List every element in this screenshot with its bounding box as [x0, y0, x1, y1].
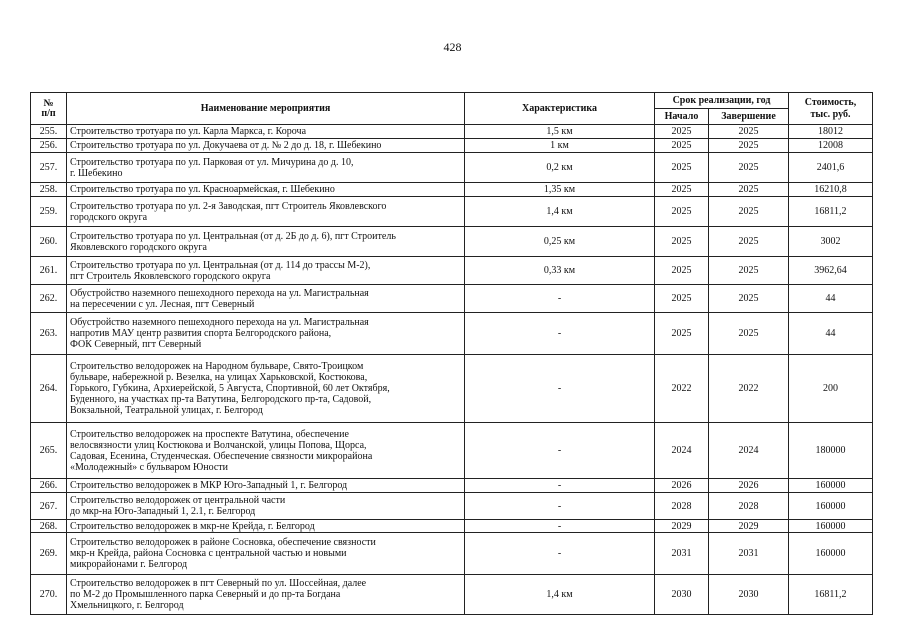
header-period: Срок реализации, год [655, 93, 789, 109]
header-start: Начало [655, 109, 709, 125]
measures-table [30, 92, 873, 615]
table-row [31, 197, 873, 227]
row-name: Строительство велодорожек в районе Сосновка, обеспечение связности мкр-н Крейда, района Сосновка с центральной частью и новыми микрорайонами г. Белгород [67, 533, 465, 575]
row-name: Строительство тротуара по ул. Красноармейская, г. Шебекино [67, 183, 465, 197]
row-name: Обустройство наземного пешеходного перехода на ул. Магистральная напротив МАУ центр развития спорта Белгородского района, ФОК Северный, пгт Северный [67, 313, 465, 355]
row-characteristic: 1 км [465, 139, 655, 153]
row-start-year: 2025 [655, 313, 709, 355]
row-name: Обустройство наземного пешеходного перехода на ул. Магистральная на пересечении с ул. Лесная, пгт Северный [67, 285, 465, 313]
header-end: Завершение [709, 109, 789, 125]
row-end-year: 2025 [709, 257, 789, 285]
row-end-year: 2025 [709, 125, 789, 139]
table-row [31, 520, 873, 533]
row-characteristic: - [465, 493, 655, 520]
row-cost: 44 [789, 285, 873, 313]
row-cost: 180000 [789, 423, 873, 479]
table-row [31, 533, 873, 575]
table-row [31, 153, 873, 183]
row-cost: 200 [789, 355, 873, 423]
row-number: 260. [31, 227, 67, 257]
row-characteristic: - [465, 533, 655, 575]
row-name: Строительство велодорожек от центральной части до мкр-на Юго-Западный 1, 2.1, г. Белгород [67, 493, 465, 520]
row-characteristic: 1,5 км [465, 125, 655, 139]
row-cost: 3002 [789, 227, 873, 257]
row-cost: 16210,8 [789, 183, 873, 197]
table-row [31, 423, 873, 479]
row-end-year: 2025 [709, 227, 789, 257]
row-characteristic: 1,35 км [465, 183, 655, 197]
row-cost: 16811,2 [789, 197, 873, 227]
row-number: 262. [31, 285, 67, 313]
row-cost: 160000 [789, 533, 873, 575]
row-number: 255. [31, 125, 67, 139]
row-end-year: 2024 [709, 423, 789, 479]
row-number: 268. [31, 520, 67, 533]
row-cost: 3962,64 [789, 257, 873, 285]
row-name: Строительство велодорожек в мкр-не Крейда, г. Белгород [67, 520, 465, 533]
row-characteristic: - [465, 355, 655, 423]
row-name: Строительство тротуара по ул. Карла Маркса, г. Короча [67, 125, 465, 139]
row-name: Строительство тротуара по ул. Центральная (от д. 114 до трассы М-2), пгт Строитель Яковлевского городского округа [67, 257, 465, 285]
row-start-year: 2029 [655, 520, 709, 533]
row-name: Строительство велодорожек на Народном бульваре, Свято-Троицком бульваре, набережной р. Везелка, на улицах Харьковской, Костюкова, Горького, Губкина, Архиерейской, 5 Августа, Спортивной, 60 лет Октября, Буденного, на участках пр-та Ватутина, Белгородского пр-та, Садовой, Вокзальной, Театральной улицах, г. Белгород [67, 355, 465, 423]
table-row [31, 125, 873, 139]
row-end-year: 2025 [709, 313, 789, 355]
row-cost: 160000 [789, 493, 873, 520]
table-row [31, 183, 873, 197]
row-cost: 16811,2 [789, 575, 873, 615]
row-end-year: 2026 [709, 479, 789, 493]
row-start-year: 2022 [655, 355, 709, 423]
page-number: 428 [443, 40, 462, 54]
row-number: 266. [31, 479, 67, 493]
header-cost: Стоимость, тыс. руб. [789, 93, 873, 125]
row-characteristic: 1,4 км [465, 197, 655, 227]
row-end-year: 2025 [709, 153, 789, 183]
row-end-year: 2031 [709, 533, 789, 575]
row-end-year: 2028 [709, 493, 789, 520]
row-start-year: 2026 [655, 479, 709, 493]
row-characteristic: 1,4 км [465, 575, 655, 615]
row-number: 270. [31, 575, 67, 615]
row-start-year: 2025 [655, 125, 709, 139]
table-row [31, 355, 873, 423]
table-row [31, 575, 873, 615]
row-number: 261. [31, 257, 67, 285]
table-row [31, 479, 873, 493]
table-row [31, 285, 873, 313]
row-start-year: 2025 [655, 153, 709, 183]
row-start-year: 2031 [655, 533, 709, 575]
row-cost: 44 [789, 313, 873, 355]
row-characteristic: 0,25 км [465, 227, 655, 257]
row-start-year: 2028 [655, 493, 709, 520]
row-start-year: 2025 [655, 257, 709, 285]
row-characteristic: - [465, 479, 655, 493]
row-characteristic: - [465, 285, 655, 313]
table-row [31, 227, 873, 257]
row-start-year: 2025 [655, 197, 709, 227]
row-name: Строительство тротуара по ул. 2-я Заводская, пгт Строитель Яковлевского городского округа [67, 197, 465, 227]
header-num: № п/п [31, 93, 67, 125]
table-row [31, 257, 873, 285]
row-number: 267. [31, 493, 67, 520]
row-name: Строительство велодорожек в пгт Северный по ул. Шоссейная, далее по М-2 до Промышленного парка Северный и до пр-та Богдана Хмельницкого, г. Белгород [67, 575, 465, 615]
row-characteristic: - [465, 520, 655, 533]
row-number: 257. [31, 153, 67, 183]
header-name: Наименование мероприятия [67, 93, 465, 125]
row-cost: 18012 [789, 125, 873, 139]
row-number: 259. [31, 197, 67, 227]
row-start-year: 2025 [655, 227, 709, 257]
row-cost: 2401,6 [789, 153, 873, 183]
row-name: Строительство тротуара по ул. Центральная (от д. 2Б до д. 6), пгт Строитель Яковлевского городского округа [67, 227, 465, 257]
row-number: 264. [31, 355, 67, 423]
row-characteristic: - [465, 423, 655, 479]
row-end-year: 2029 [709, 520, 789, 533]
row-end-year: 2022 [709, 355, 789, 423]
row-start-year: 2025 [655, 183, 709, 197]
table-row [31, 313, 873, 355]
row-number: 258. [31, 183, 67, 197]
row-cost: 160000 [789, 479, 873, 493]
row-end-year: 2025 [709, 285, 789, 313]
row-end-year: 2025 [709, 139, 789, 153]
row-name: Строительство велодорожек на проспекте Ватутина, обеспечение велосвязности улиц Костюкова и Волчанской, улицы Попова, Щорса, Садовая, Есенина, Студенческая. Обеспечение связности микрорайона «Молодежный» с бульваром Юности [67, 423, 465, 479]
row-characteristic: 0,33 км [465, 257, 655, 285]
row-name: Строительство тротуара по ул. Докучаева от д. № 2 до д. 18, г. Шебекино [67, 139, 465, 153]
row-number: 256. [31, 139, 67, 153]
row-cost: 12008 [789, 139, 873, 153]
row-characteristic: - [465, 313, 655, 355]
row-characteristic: 0,2 км [465, 153, 655, 183]
row-number: 263. [31, 313, 67, 355]
row-start-year: 2025 [655, 139, 709, 153]
row-start-year: 2025 [655, 285, 709, 313]
row-end-year: 2025 [709, 197, 789, 227]
row-start-year: 2024 [655, 423, 709, 479]
row-end-year: 2025 [709, 183, 789, 197]
row-cost: 160000 [789, 520, 873, 533]
row-name: Строительство велодорожек в МКР Юго-Западный 1, г. Белгород [67, 479, 465, 493]
table-row [31, 139, 873, 153]
row-start-year: 2030 [655, 575, 709, 615]
header-characteristic: Характеристика [465, 93, 655, 125]
row-name: Строительство тротуара по ул. Парковая от ул. Мичурина до д. 10, г. Шебекино [67, 153, 465, 183]
table-row [31, 493, 873, 520]
row-number: 269. [31, 533, 67, 575]
row-end-year: 2030 [709, 575, 789, 615]
row-number: 265. [31, 423, 67, 479]
